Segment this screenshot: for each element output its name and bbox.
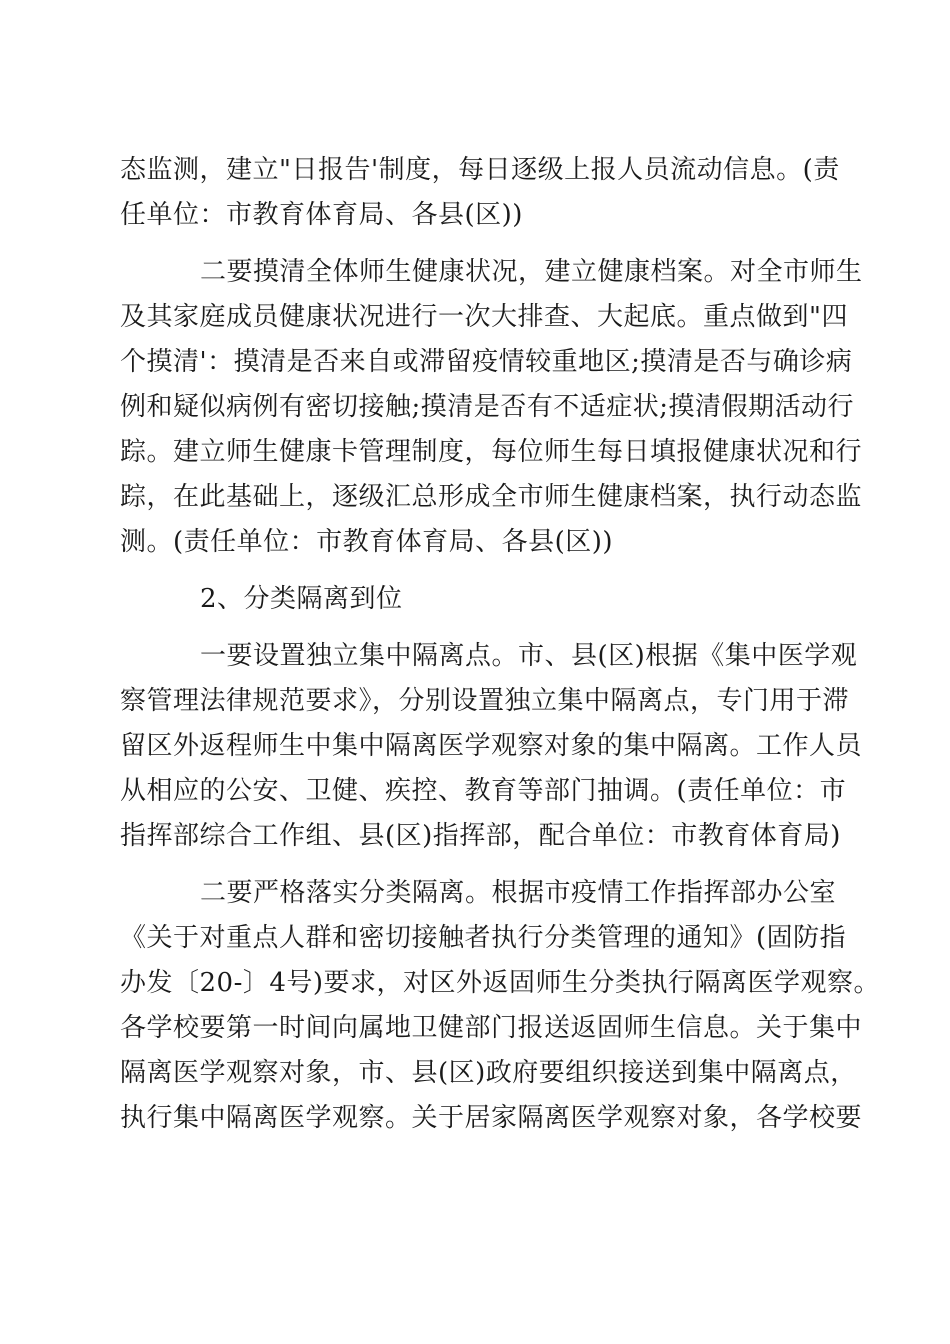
heading-line: 2、分类隔离到位: [200, 584, 403, 614]
paragraph: [120, 634, 863, 859]
text-line: 态监测，建立"日报告'制度，每日逐级上报人员流动信息。(责: [120, 155, 840, 185]
text-line: 任单位：市教育体育局、各县(区)): [120, 200, 523, 230]
paragraph: [120, 250, 863, 565]
text-line: 察管理法律规范要求》，分别设置独立集中隔离点，专门用于滞: [120, 686, 850, 716]
text-line: 二要严格落实分类隔离。根据市疫情工作指挥部办公室: [200, 878, 837, 908]
paragraph: [120, 871, 881, 1141]
text-line: 从相应的公安、卫健、疾控、教育等部门抽调。(责任单位：市: [120, 776, 847, 806]
text-line: 测。(责任单位：市教育体育局、各县(区)): [120, 527, 614, 557]
text-line: 《关于对重点人群和密切接触者执行分类管理的通知》(固防指: [120, 923, 847, 953]
paragraph: [120, 148, 840, 238]
text-line: 隔离医学观察对象，市、县(区)政府要组织接送到集中隔离点，: [120, 1058, 857, 1088]
text-line: 各学校要第一时间向属地卫健部门报送返固师生信息。关于集中: [120, 1013, 863, 1043]
text-line: 踪。建立师生健康卡管理制度，每位师生每日填报健康状况和行: [120, 437, 863, 467]
text-line: 执行集中隔离医学观察。关于居家隔离医学观察对象，各学校要: [120, 1103, 863, 1133]
text-line: 一要设置独立集中隔离点。市、县(区)根据《集中医学观: [200, 641, 858, 671]
text-line: 指挥部综合工作组、县(区)指挥部，配合单位：市教育体育局): [120, 821, 841, 851]
document-body: [120, 148, 881, 1141]
text-line: 个摸清'：摸清是否来自或滞留疫情较重地区;摸清是否与确诊病: [120, 347, 853, 377]
text-line: 办发〔20-〕4号)要求，对区外返固师生分类执行隔离医学观察。: [120, 968, 881, 998]
text-line: 及其家庭成员健康状况进行一次大排查、大起底。重点做到"四: [120, 302, 848, 332]
text-line: 踪，在此基础上，逐级汇总形成全市师生健康档案，执行动态监: [120, 482, 863, 512]
text-line: 例和疑似病例有密切接触;摸清是否有不适症状;摸清假期活动行: [120, 392, 855, 422]
text-line: 二要摸清全体师生健康状况，建立健康档案。对全市师生: [200, 257, 863, 287]
section-heading: [120, 577, 832, 622]
text-line: 留区外返程师生中集中隔离医学观察对象的集中隔离。工作人员: [120, 731, 863, 761]
